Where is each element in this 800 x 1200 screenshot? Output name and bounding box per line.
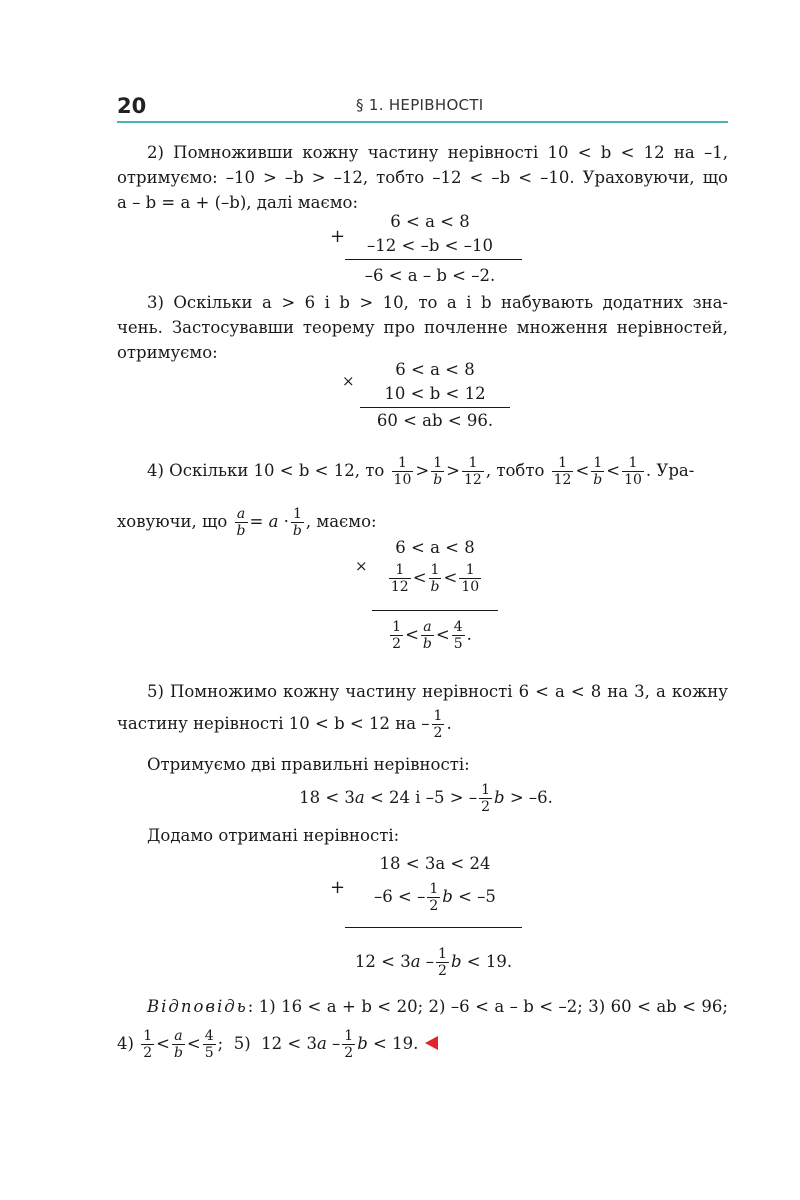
s3-line2: чень. Застосувавши теорему про почленне множення нерівностей, xyxy=(117,318,728,337)
s5-plus-sign: + xyxy=(330,877,346,898)
s5-line3: Отримуємо дві правильні нерівності: xyxy=(147,755,470,774)
s3-times-sign: × xyxy=(342,372,355,390)
s3-result: 60 < ab < 96. xyxy=(376,411,494,430)
answer-line2: 4) $\frac{1}{2}$ < $\frac{a}{b}$ < $\frac{4}{5}$ ; 5) 12 < 3a – $\frac{1}{2}$ b < 19. xyxy=(117,1028,419,1061)
end-of-solution-marker-icon xyxy=(425,1036,438,1050)
s3-line1: 3) Оскільки a > 6 і b > 10, то a і b набувають додатних зна- xyxy=(147,293,728,312)
s2-result: –6 < a – b < –2. xyxy=(364,266,496,285)
header-rule xyxy=(117,121,728,123)
s3-row2: 10 < b < 12 xyxy=(384,384,486,403)
s2-sum-line xyxy=(345,259,522,260)
s5-result: 12 < 3a – $\frac{1}{2}$ b < 19. xyxy=(354,946,513,979)
s5-line2: частину нерівності 10 < b < 12 на – $\frac{1}{2}$ . xyxy=(117,708,452,741)
s4-times-sign: × xyxy=(355,557,368,575)
s3-row1: 6 < a < 8 xyxy=(395,360,475,379)
section-title: § 1. НЕРІВНОСТІ xyxy=(356,96,484,114)
s2-plus-sign: + xyxy=(330,226,346,247)
s2-line2: отримуємо: –10 > –b > –12, тобто –12 < –b < –10. Ураховуючи, що xyxy=(117,168,728,187)
s3-product-line xyxy=(360,407,510,408)
s5-line4: Додамо отримані нерівності: xyxy=(147,826,400,845)
s4-line2: ховуючи, що $\frac{a}{b}$ = a · $\frac{1}{b}$ , маємо: xyxy=(117,506,377,539)
s5-row1: 18 < 3a < 24 xyxy=(379,854,491,873)
s4-row2: $\frac{1}{12}$ < $\frac{1}{b}$ < $\frac{1}{10}$ xyxy=(390,562,480,595)
s4-row1: 6 < a < 8 xyxy=(395,538,475,557)
s5-row2: –6 < – $\frac{1}{2}$ b < –5 xyxy=(374,881,496,914)
s5-line1: 5) Помножимо кожну частину нерівності 6 < a < 8 на 3, а кожну xyxy=(147,682,728,701)
s4-result: $\frac{1}{2}$ < $\frac{a}{b}$ < $\frac{4}{5}$ . xyxy=(392,619,472,652)
s5-sum-line xyxy=(345,927,522,928)
s5-two-inequalities: 18 < 3a < 24 і –5 > – $\frac{1}{2}$ b > –6. xyxy=(299,782,553,815)
s4-line1: 4) Оскільки 10 < b < 12, то $\frac{1}{10}$ > $\frac{1}{b}$ > $\frac{1}{12}$ , тобто $\frac{1}{12}$ < $\frac{1}{b}$ < $\frac{1}{10}$ . Ура- xyxy=(147,455,695,488)
s2-row1: 6 < a < 8 xyxy=(390,212,470,231)
s2-row2: –12 < –b < –10 xyxy=(367,236,493,255)
s2-line1: 2) Помноживши кожну частину нерівності 10 < b < 12 на –1, xyxy=(147,143,728,162)
s4-product-line xyxy=(372,610,498,611)
page-number: 20 xyxy=(117,94,147,118)
s2-line3: a – b = a + (–b), далі маємо: xyxy=(117,193,359,212)
s3-line3: отримуємо: xyxy=(117,343,218,362)
answer-line1: Відповідь: 1) 16 < a + b < 20; 2) –6 < a – b < –2; 3) 60 < ab < 96; xyxy=(147,997,728,1016)
